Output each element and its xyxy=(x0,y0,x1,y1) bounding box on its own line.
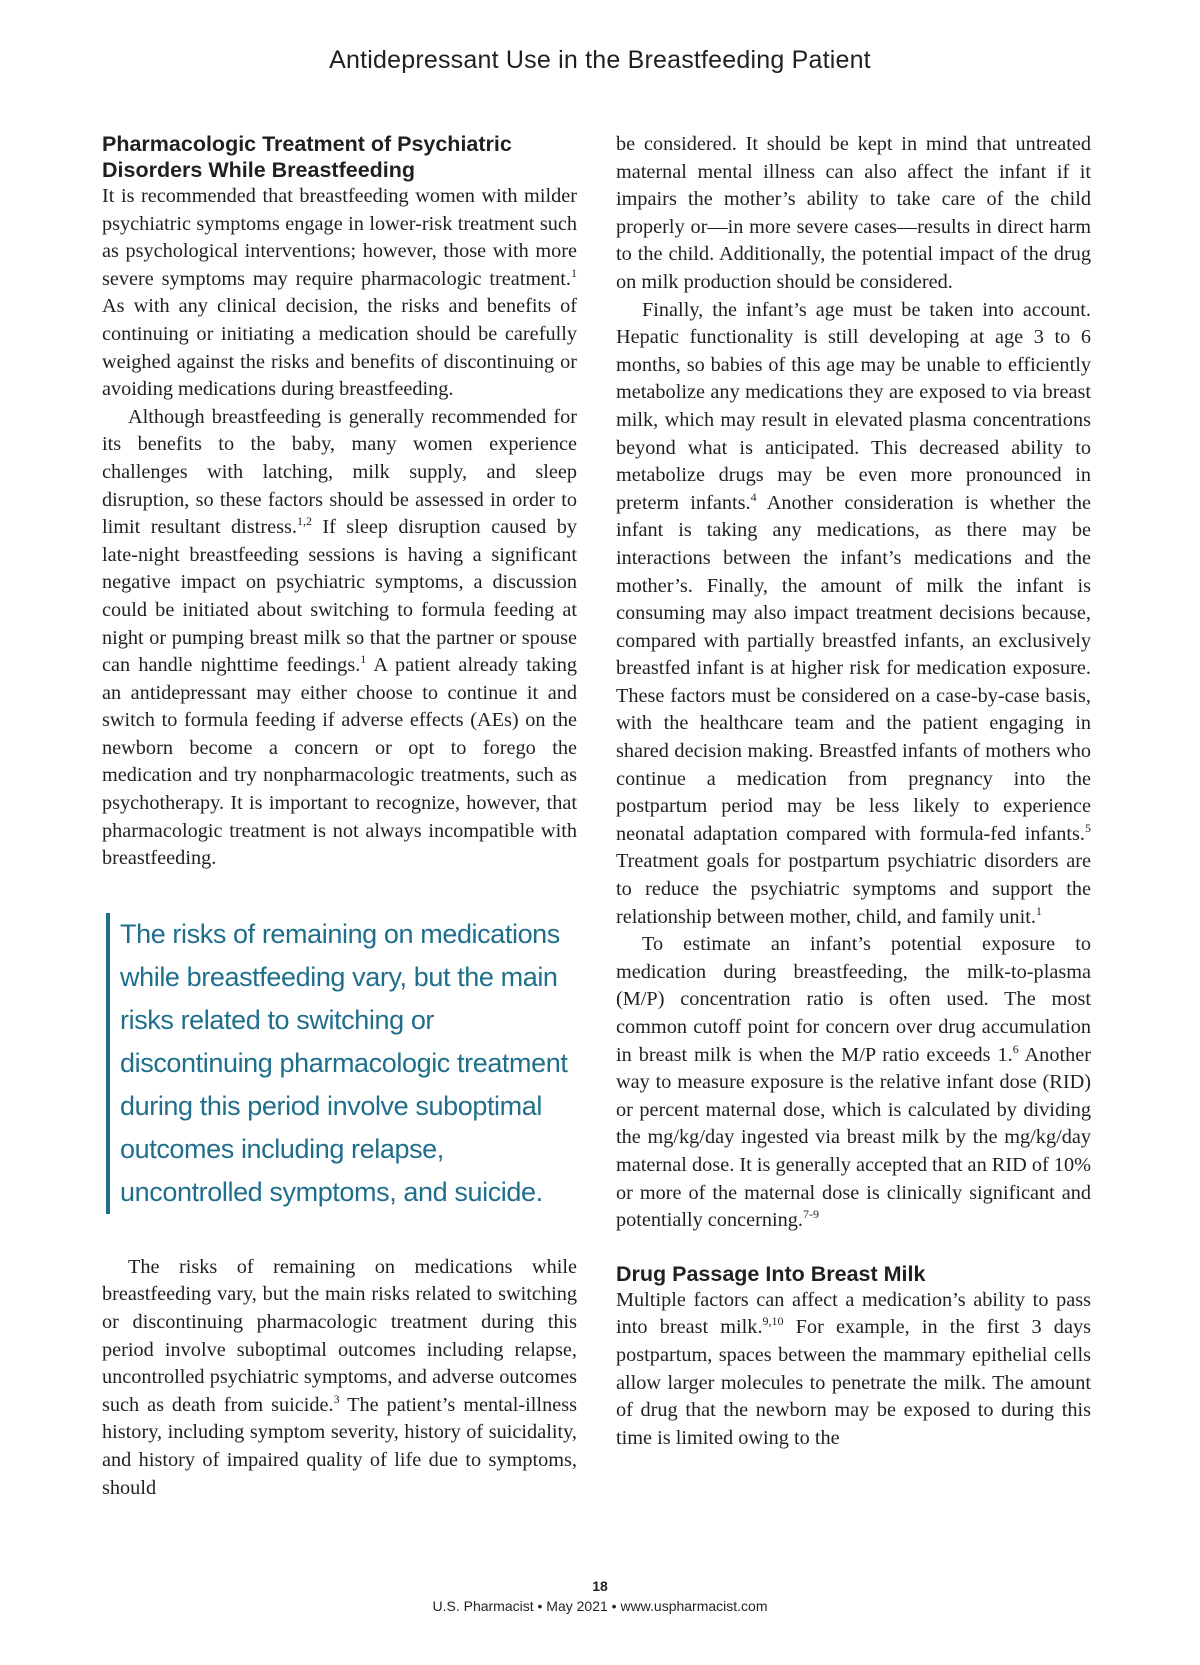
citation: 1 xyxy=(360,652,367,667)
pull-quote: The risks of remaining on medications while breastfeeding vary, but the main risks related to switching or discontinuing pharmacologic treatment during this period involve suboptimal outcomes including relapse, uncontrolled symptoms, and suicide. xyxy=(106,913,577,1214)
paragraph: Finally, the infant’s age must be taken into account. Hepatic functionality is still developing at age 3 to 6 months, so babies of this age may be unable to efficiently metabolize any medications they are exposed to via breast milk, which may result in elevated plasma concentrations beyond what is anticipated. This decreased ability to metabolize drugs may be even more pronounced in preterm infants.$^4$ Another consideration is whether the infant is taking any medications, as there may be interactions between the infant’s medications and the mother’s. Finally, the amount of milk the infant is consuming may also impact treatment decisions because, compared with partially breastfed infants, an exclusively breastfed infant is at higher risk for medication exposure. These factors must be considered on a case-by-case basis, with the healthcare team and the patient engaging in shared decision making. Breastfed infants of mothers who continue a medication from pregnancy into the postpartum period may be less likely to experience neonatal adaptation compared with formula-fed infants.$^5$ Treatment goals for postpartum psychiatric disorders are to reduce the psychiatric symptoms and support the relationship between mother, child, and family unit.$^1$ xyxy=(616,298,1091,928)
citation: 4 xyxy=(750,489,757,504)
paragraph: Although breastfeeding is generally recommended for its benefits to the baby, many women experience challenges with latching, milk supply, and sleep disruption, so these factors should be assessed in order to limit resultant distress.$^{1,2}$ If sleep disruption caused by late-night breastfeeding sessions is having a significant negative impact on psychiatric symptoms, a discussion could be initiated about switching to formula feeding at night or pumping breast milk so that the partner or spouse can handle nighttime feedings.$^1$ A patient already taking an antidepressant may either choose to continue it and switch to formula feeding if adverse effects (AEs) on the newborn become a concern or opt to forego the medication and try nonpharmacologic treatments, such as psychotherapy. It is important to recognize, however, that pharmacologic treatment is not always incompatible with breastfeeding. xyxy=(102,405,577,870)
citation: 3 xyxy=(333,1392,340,1407)
section-heading-drug-passage: Drug Passage Into Breast Milk xyxy=(616,1261,926,1286)
page-number: 18 xyxy=(592,1578,608,1594)
right-column xyxy=(616,131,1091,1452)
paragraph: It is recommended that breastfeeding women with milder psychiatric symptoms engage in lower-risk treatment such as psychological interventions; however, those with more severe symptoms may require pharmacologic treatment.$^1$ As with any clinical decision, the risks and benefits of continuing or initiating a medication should be carefully weighed against the risks and benefits of discontinuing or avoiding medications during breastfeeding. xyxy=(102,185,577,401)
running-head: Antidepressant Use in the Breastfeeding Patient xyxy=(329,46,871,74)
footer-publication-line: U.S. Pharmacist • May 2021 • www.uspharmacist.com xyxy=(432,1598,768,1614)
citation: 9,10 xyxy=(762,1314,784,1329)
page-footer xyxy=(0,1576,1200,1616)
citation: 5 xyxy=(1085,821,1091,836)
citation: 1 xyxy=(1035,903,1042,918)
left-column xyxy=(102,131,577,1502)
citation: 7-9 xyxy=(802,1207,819,1222)
citation: 6 xyxy=(1012,1041,1019,1056)
citation: 1 xyxy=(571,266,577,281)
section-heading-pharmacologic-treatment: Pharmacologic Treatment of Psychiatric Disorders While Breastfeeding xyxy=(102,132,512,182)
paragraph: To estimate an infant’s potential exposure to medication during breastfeeding, the milk-to-plasma (M/P) concentration ratio is often used. The most common cutoff point for concern over drug accumulation in breast milk is when the M/P ratio exceeds 1.$^6$ Another way to measure exposure is the relative infant dose (RID) or percent maternal dose, which is calculated by dividing the mg/kg/day ingested via breast milk by the mg/kg/day maternal dose. It is generally accepted that an RID of 10% or more of the maternal dose is clinically significant and potentially concerning.$^{7-9}$ xyxy=(616,933,1091,1232)
citation: 1,2 xyxy=(296,514,312,529)
paragraph: The risks of remaining on medications while breastfeeding vary, but the main risks related to switching or discontinuing pharmacologic treatment during this period involve suboptimal outcomes including relapse, uncontrolled psychiatric symptoms, and adverse outcomes such as death from suicide.$^3$ The patient’s mental-illness history, including symptom severity, history of suicidality, and history of impaired quality of life due to symptoms, should xyxy=(102,1255,577,1499)
paragraph: be considered. It should be kept in mind that untreated maternal mental illness can also affect the infant if it impairs the mother’s ability to take care of the child properly or—in more severe cases—results in direct harm to the child. Additionally, the potential impact of the drug on milk production should be considered. xyxy=(616,133,1091,293)
paragraph: Multiple factors can affect a medication’s ability to pass into breast milk.$^{9,10}$ For example, in the first 3 days postpartum, spaces between the mammary epithelial cells allow larger molecules to penetrate the milk. The amount of drug that the newborn may be exposed to during this time is limited owing to the xyxy=(616,1288,1091,1449)
